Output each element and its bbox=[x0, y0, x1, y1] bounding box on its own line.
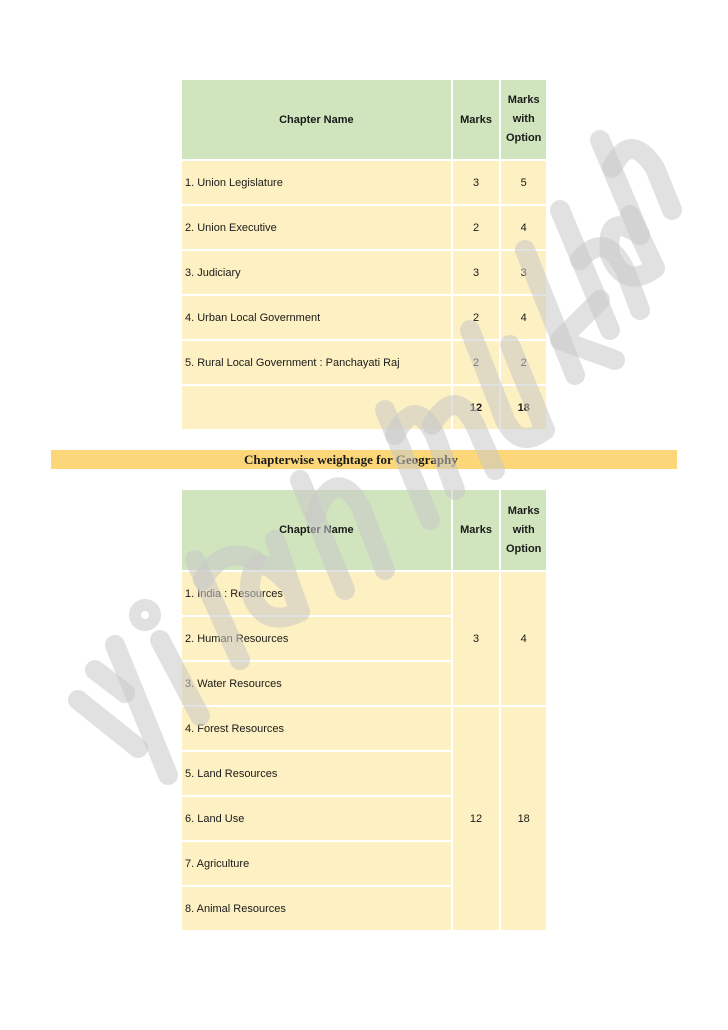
total-option-cell: 18 bbox=[501, 386, 546, 429]
group-option-cell: 4 bbox=[501, 572, 546, 705]
chapter-name-cell: 8. Animal Resources bbox=[182, 887, 451, 930]
group-option-cell: 18 bbox=[501, 707, 546, 930]
header-option-line3: Option bbox=[505, 542, 542, 555]
table-row bbox=[182, 296, 546, 339]
chapter-name-cell: 3. Water Resources bbox=[182, 662, 451, 705]
chapter-name-cell: 7. Agriculture bbox=[182, 842, 451, 885]
total-row bbox=[182, 386, 546, 429]
header-marks-with-option bbox=[501, 80, 546, 159]
header-chapter-name: Chapter Name bbox=[182, 490, 451, 570]
chapter-name-cell: 2. Union Executive bbox=[182, 206, 451, 249]
chapter-name-cell: 6. Land Use bbox=[182, 797, 451, 840]
table-header-row bbox=[182, 490, 546, 570]
total-label-cell bbox=[182, 386, 451, 429]
chapter-name-cell: 5. Rural Local Government : Panchayati Raj bbox=[182, 341, 451, 384]
chapter-name-cell: 2. Human Resources bbox=[182, 617, 451, 660]
marks-cell: 2 bbox=[453, 206, 500, 249]
table-row bbox=[182, 161, 546, 204]
table-row bbox=[182, 251, 546, 294]
chapter-name-cell: 1. India : Resources bbox=[182, 572, 451, 615]
header-option-line1: Marks bbox=[507, 94, 540, 106]
option-cell: 5 bbox=[501, 161, 546, 204]
header-option-line1: Marks bbox=[507, 504, 540, 517]
table-row bbox=[182, 206, 546, 249]
option-cell: 4 bbox=[501, 206, 546, 249]
header-option-line2: with bbox=[512, 113, 535, 125]
marks-cell: 2 bbox=[453, 296, 500, 339]
header-marks-with-option bbox=[501, 490, 546, 570]
geography-weightage-table bbox=[180, 488, 548, 932]
marks-cell: 3 bbox=[453, 251, 500, 294]
header-option-line2: with bbox=[512, 523, 535, 536]
table-row bbox=[182, 341, 546, 384]
table-row bbox=[182, 707, 546, 750]
section-title: Chapterwise weightage for Geography bbox=[244, 452, 458, 467]
header-option-line3: Option bbox=[505, 132, 542, 144]
civics-weightage-table bbox=[180, 78, 548, 431]
option-cell: 3 bbox=[501, 251, 546, 294]
chapter-name-cell: 5. Land Resources bbox=[182, 752, 451, 795]
header-marks: Marks bbox=[453, 490, 500, 570]
table-row bbox=[182, 572, 546, 615]
option-cell: 2 bbox=[501, 341, 546, 384]
marks-cell: 2 bbox=[453, 341, 500, 384]
total-marks-cell: 12 bbox=[453, 386, 500, 429]
table-header-row bbox=[182, 80, 546, 159]
header-marks: Marks bbox=[453, 80, 500, 159]
header-chapter-name: Chapter Name bbox=[182, 80, 451, 159]
group-marks-cell: 12 bbox=[453, 707, 500, 930]
group-marks-cell: 3 bbox=[453, 572, 500, 705]
section-banner bbox=[51, 450, 677, 469]
chapter-name-cell: 3. Judiciary bbox=[182, 251, 451, 294]
chapter-name-cell: 1. Union Legislature bbox=[182, 161, 451, 204]
marks-cell: 3 bbox=[453, 161, 500, 204]
chapter-name-cell: 4. Forest Resources bbox=[182, 707, 451, 750]
chapter-name-cell: 4. Urban Local Government bbox=[182, 296, 451, 339]
option-cell: 4 bbox=[501, 296, 546, 339]
